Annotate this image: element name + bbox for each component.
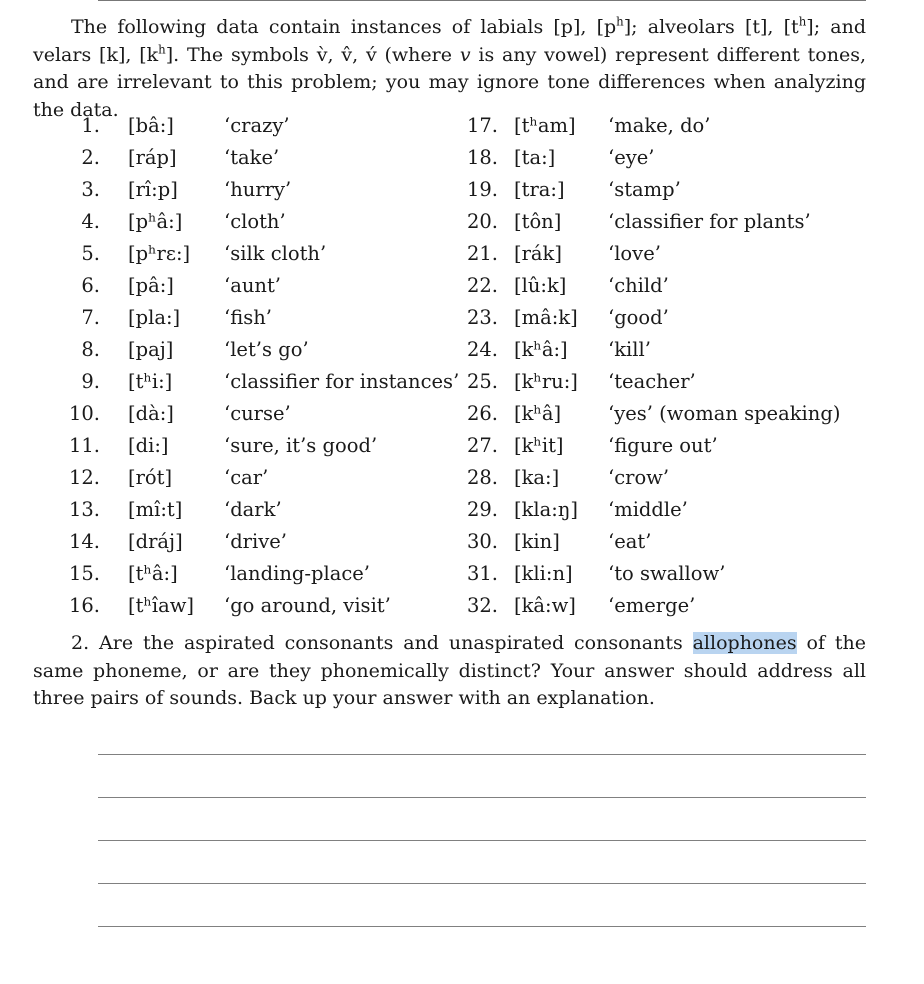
word-row (0, 591, 924, 623)
word-gloss: ‘love’ (608, 242, 661, 265)
word-number: 22. (466, 274, 498, 297)
answer-line[interactable] (98, 797, 866, 798)
word-gloss: ‘teacher’ (608, 370, 696, 393)
answer-line[interactable] (98, 840, 866, 841)
word-number: 5. (81, 242, 100, 265)
word-gloss: ‘curse’ (224, 402, 291, 425)
word-number: 13. (68, 498, 100, 521)
word-number: 20. (466, 210, 498, 233)
word-ipa: [ka:] (514, 466, 560, 489)
word-gloss: ‘stamp’ (608, 178, 681, 201)
word-row (0, 399, 924, 431)
word-ipa: [tʰam] (514, 114, 576, 137)
word-number: 31. (466, 562, 498, 585)
word-number: 10. (68, 402, 100, 425)
word-number: 18. (466, 146, 498, 169)
word-number: 19. (466, 178, 498, 201)
word-gloss: ‘go around, visit’ (224, 594, 391, 617)
word-number: 21. (466, 242, 498, 265)
word-ipa: [ta:] (514, 146, 556, 169)
word-ipa: [tʰâ:] (128, 562, 178, 585)
word-gloss: ‘to swallow’ (608, 562, 726, 585)
word-ipa: [pʰrɛ:] (128, 242, 191, 265)
word-ipa: [di:] (128, 434, 169, 457)
word-gloss: ‘make, do’ (608, 114, 711, 137)
word-number: 4. (81, 210, 100, 233)
word-number: 1. (81, 114, 100, 137)
word-gloss: ‘fish’ (224, 306, 272, 329)
word-gloss: ‘eat’ (608, 530, 652, 553)
word-row (0, 207, 924, 239)
word-gloss: ‘aunt’ (224, 274, 281, 297)
word-number: 17. (466, 114, 498, 137)
word-ipa: [bâ:] (128, 114, 174, 137)
top-rule (98, 0, 866, 1)
word-number: 23. (466, 306, 498, 329)
word-number: 30. (466, 530, 498, 553)
word-gloss: ‘classifier for instances’ (224, 370, 460, 393)
word-number: 11. (68, 434, 100, 457)
answer-line[interactable] (98, 883, 866, 884)
word-ipa: [kâ:w] (514, 594, 576, 617)
word-gloss: ‘figure out’ (608, 434, 718, 457)
word-gloss: ‘kill’ (608, 338, 651, 361)
word-number: 32. (466, 594, 498, 617)
word-row (0, 431, 924, 463)
word-number: 24. (466, 338, 498, 361)
word-ipa: [kli:n] (514, 562, 573, 585)
word-number: 14. (68, 530, 100, 553)
highlighted-term[interactable]: allophones (692, 632, 797, 654)
word-number: 6. (81, 274, 100, 297)
word-number: 15. (68, 562, 100, 585)
word-number: 9. (81, 370, 100, 393)
answer-line[interactable] (98, 926, 866, 927)
word-ipa: [rót] (128, 466, 173, 489)
word-row (0, 559, 924, 591)
word-gloss: ‘dark’ (224, 498, 282, 521)
word-row (0, 175, 924, 207)
word-row (0, 463, 924, 495)
word-ipa: [kʰâ:] (514, 338, 568, 361)
question-paragraph: 2. Are the aspirated consonants and unaspirated consonants allophones of the same phoneme, or are they phonemically distinct? Your answer should address all three pairs of sounds. Back up your answer with an explanation. (33, 632, 866, 709)
answer-line[interactable] (98, 754, 866, 755)
word-ipa: [kʰit] (514, 434, 564, 457)
word-gloss: ‘emerge’ (608, 594, 696, 617)
word-gloss: ‘car’ (224, 466, 269, 489)
word-gloss: ‘drive’ (224, 530, 287, 553)
word-number: 3. (81, 178, 100, 201)
word-ipa: [tra:] (514, 178, 565, 201)
word-number: 29. (466, 498, 498, 521)
word-row (0, 495, 924, 527)
word-ipa: [tʰîaw] (128, 594, 195, 617)
word-gloss: ‘silk cloth’ (224, 242, 327, 265)
word-row (0, 111, 924, 143)
word-number: 26. (466, 402, 498, 425)
word-number: 12. (68, 466, 100, 489)
word-ipa: [mî:t] (128, 498, 183, 521)
word-gloss: ‘crazy’ (224, 114, 290, 137)
word-gloss: ‘hurry’ (224, 178, 292, 201)
word-ipa: [kʰru:] (514, 370, 578, 393)
word-gloss: ‘let’s go’ (224, 338, 309, 361)
word-ipa: [pâ:] (128, 274, 174, 297)
word-row (0, 239, 924, 271)
word-gloss: ‘crow’ (608, 466, 670, 489)
word-ipa: [mâ:k] (514, 306, 578, 329)
word-gloss: ‘landing-place’ (224, 562, 370, 585)
word-row (0, 143, 924, 175)
word-gloss: ‘sure, it’s good’ (224, 434, 378, 457)
word-number: 27. (466, 434, 498, 457)
word-ipa: [pla:] (128, 306, 181, 329)
word-gloss: ‘cloth’ (224, 210, 286, 233)
word-gloss: ‘middle’ (608, 498, 688, 521)
word-ipa: [rák] (514, 242, 562, 265)
word-ipa: [dráj] (128, 530, 183, 553)
word-row (0, 367, 924, 399)
word-gloss: ‘child’ (608, 274, 669, 297)
word-gloss: ‘eye’ (608, 146, 655, 169)
word-ipa: [pʰâ:] (128, 210, 183, 233)
word-ipa: [dà:] (128, 402, 174, 425)
word-number: 25. (466, 370, 498, 393)
word-gloss: ‘take’ (224, 146, 280, 169)
word-ipa: [tôn] (514, 210, 562, 233)
word-number: 28. (466, 466, 498, 489)
word-ipa: [kla:ŋ] (514, 498, 579, 521)
word-row (0, 303, 924, 335)
word-gloss: ‘classifier for plants’ (608, 210, 811, 233)
word-row (0, 271, 924, 303)
word-list (0, 111, 924, 623)
word-ipa: [ráp] (128, 146, 177, 169)
word-gloss: ‘yes’ (woman speaking) (608, 402, 841, 425)
intro-paragraph: The following data contain instances of labials [p], $[p^h]$; alveolars [t], $[t^h]$; and velars [k], $[k^h]$. The symbols v̀, v̂, v́ (where v is any vowel) represent different tones, and are irrelevant to this problem; you may ignore tone differences when analyzing the data. (33, 14, 866, 121)
word-number: 16. (68, 594, 100, 617)
word-row (0, 335, 924, 367)
word-ipa: [kʰâ] (514, 402, 562, 425)
word-ipa: [kin] (514, 530, 560, 553)
word-gloss: ‘good’ (608, 306, 669, 329)
word-number: 2. (81, 146, 100, 169)
word-row (0, 527, 924, 559)
word-number: 7. (81, 306, 100, 329)
word-ipa: [rî:p] (128, 178, 178, 201)
word-ipa: [tʰi:] (128, 370, 173, 393)
word-ipa: [lû:k] (514, 274, 567, 297)
word-number: 8. (81, 338, 100, 361)
word-ipa: [paj] (128, 338, 174, 361)
